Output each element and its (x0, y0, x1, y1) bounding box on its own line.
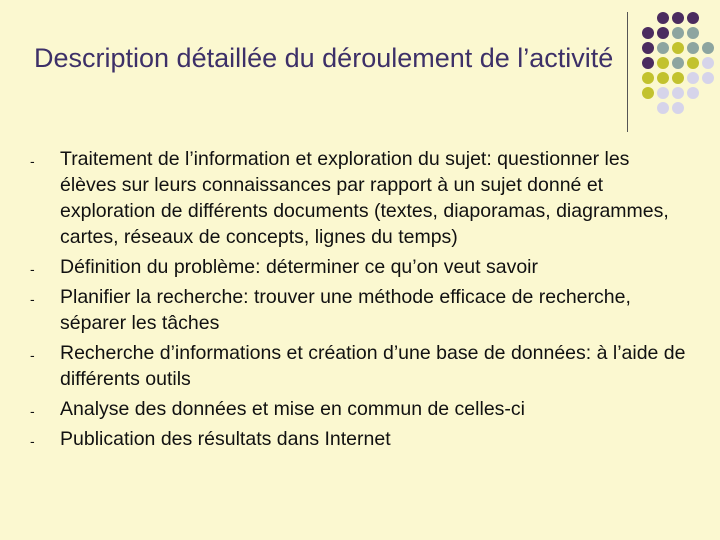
decorative-dot (642, 27, 654, 39)
list-item (30, 396, 690, 422)
bullet-marker: - (30, 153, 35, 169)
bullet-marker: - (30, 433, 35, 449)
decorative-dot (672, 72, 684, 84)
decorative-dot (687, 72, 699, 84)
decorative-dot (642, 72, 654, 84)
list-item (30, 254, 690, 280)
decorative-dot (687, 42, 699, 54)
bullet-marker: - (30, 291, 35, 307)
bullet-text: Analyse des données et mise en commun de celles-ci (60, 398, 525, 420)
decorative-dot (687, 12, 699, 24)
bullet-marker: - (30, 403, 35, 419)
bullet-marker: - (30, 261, 35, 277)
decorative-dot (672, 42, 684, 54)
bullet-marker: - (30, 347, 35, 363)
decorative-dot (672, 12, 684, 24)
decorative-dot (642, 42, 654, 54)
decorative-dot (657, 57, 669, 69)
list-item (30, 426, 690, 452)
bullet-text: Planifier la recherche: trouver une méthode efficace de recherche, séparer les tâches (60, 286, 631, 334)
decorative-dot (657, 27, 669, 39)
decorative-dot (687, 27, 699, 39)
decorative-dot (672, 57, 684, 69)
decorative-dot (642, 87, 654, 99)
decorative-dot (702, 57, 714, 69)
decorative-dot (672, 102, 684, 114)
bullet-list (30, 146, 690, 456)
decorative-dot (702, 72, 714, 84)
list-item (30, 146, 690, 250)
decorative-dot (642, 57, 654, 69)
decorative-dot (657, 72, 669, 84)
bullet-text: Définition du problème: déterminer ce qu’on veut savoir (60, 256, 539, 278)
bullet-text: Recherche d’informations et création d’une base de données: à l’aide de différents outils (60, 342, 686, 390)
decorative-dot (657, 42, 669, 54)
decorative-dot (687, 57, 699, 69)
decorative-vertical-line (627, 12, 628, 132)
bullet-text: Traitement de l’information et exploration du sujet: questionner les élèves sur leurs connaissances par rapport à un sujet donné et exploration de différents documents (textes, diaporamas, diagrammes, cartes, réseaux de concepts, lignes du temps) (60, 148, 669, 248)
decorative-dot (702, 42, 714, 54)
decorative-dot (687, 87, 699, 99)
decorative-dot (657, 87, 669, 99)
bullet-text: Publication des résultats dans Internet (60, 428, 391, 450)
slide-title: Description détaillée du déroulement de l’activité (34, 43, 614, 73)
decorative-dot (672, 87, 684, 99)
decorative-dot (657, 12, 669, 24)
list-item (30, 284, 690, 336)
decorative-dot (657, 102, 669, 114)
list-item (30, 340, 690, 392)
decorative-dot (672, 27, 684, 39)
